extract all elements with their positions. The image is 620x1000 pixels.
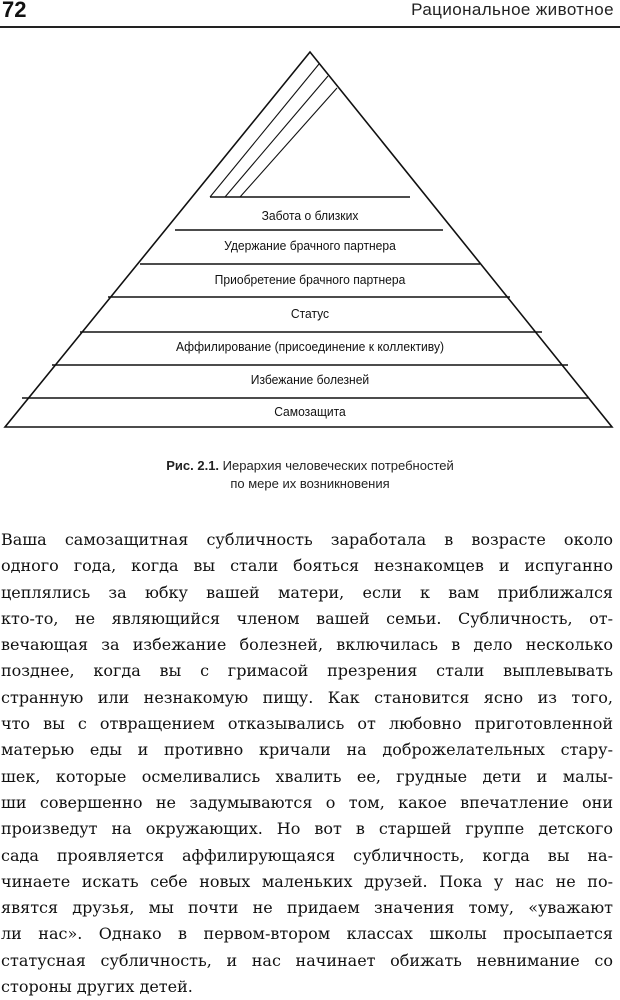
caption-line-1: [0, 457, 620, 475]
text-line: одного года, когда вы стали бояться незнакомцев и испуганно: [1, 556, 613, 576]
running-title: Рациональное животное: [411, 0, 614, 19]
caption-label: Рис. 2.1.: [166, 458, 220, 473]
text-line: статусная субличность, и нас начинает обижать невнимание со: [1, 950, 613, 970]
page-header: [0, 0, 620, 26]
text-line: сада проявляется аффилирующаяся субличность, когда вы на-: [1, 845, 613, 865]
text-line: шек, которые осмеливались хвалить ее, грудные дети и малы-: [1, 766, 613, 786]
text-line: странную или незнакомую пищу. Как становится ясно из того,: [1, 687, 613, 707]
pyramid-level-mate-retention: Удержание брачного партнера: [224, 238, 396, 253]
text-line: позднее, когда вы с гримасой презрения стали выплевывать: [1, 661, 613, 681]
text-line: кто-то, не являющийся членом вашей семьи. Субличность, от-: [1, 608, 613, 628]
text-line: явятся друзья, мы почти не придаем значения тому, «уважают: [1, 898, 613, 918]
pyramid-level-care: Забота о близких: [261, 208, 359, 223]
pyramid-level-affiliation: Аффилирование (присоединение к коллективу): [175, 339, 445, 354]
header-rule: [0, 26, 620, 28]
pyramid-figure: [0, 40, 620, 440]
text-line: ши совершенно не задумываются о том, какое впечатление они: [1, 792, 613, 812]
text-line: ли нас». Однако в первом-втором классах школы просыпается: [1, 924, 613, 944]
text-line: Ваша самозащитная субличность заработала в возрасте около: [1, 530, 613, 549]
apex-stroke: [210, 64, 319, 197]
pyramid-level-mate-acquisition: Приобретение брачного партнера: [214, 272, 406, 287]
text-line: вечающая за избежание болезней, включилась в дело несколько: [1, 635, 613, 655]
text-line: что вы с отвращением отказывались от любовно приготовленной: [1, 714, 613, 734]
page-number: 72: [2, 0, 27, 22]
pyramid-level-disease-avoidance: Избежание болезней: [250, 372, 370, 387]
caption-line-2: по мере их возникновения: [230, 476, 390, 491]
text-line: матерью еды и противно кричали на доброжелательных стару-: [1, 740, 613, 760]
figure-caption: [0, 457, 620, 493]
text-line: произведут на окружающих. Но вот в старшей группе детского: [1, 819, 613, 839]
caption-text: Иерархия человеческих потребностей: [222, 458, 454, 473]
text-line: цеплялись за юбку вашей матери, если к вам приближался: [1, 582, 613, 602]
pyramid-level-self-protection: Самозащита: [274, 404, 346, 419]
text-line: чинаете искать себе новых маленьких друзей. Пока у нас не по-: [1, 871, 613, 891]
body-paragraph: [1, 527, 613, 1000]
pyramid-level-status: Статус: [290, 306, 330, 321]
text-line: стороны других детей.: [1, 977, 193, 997]
